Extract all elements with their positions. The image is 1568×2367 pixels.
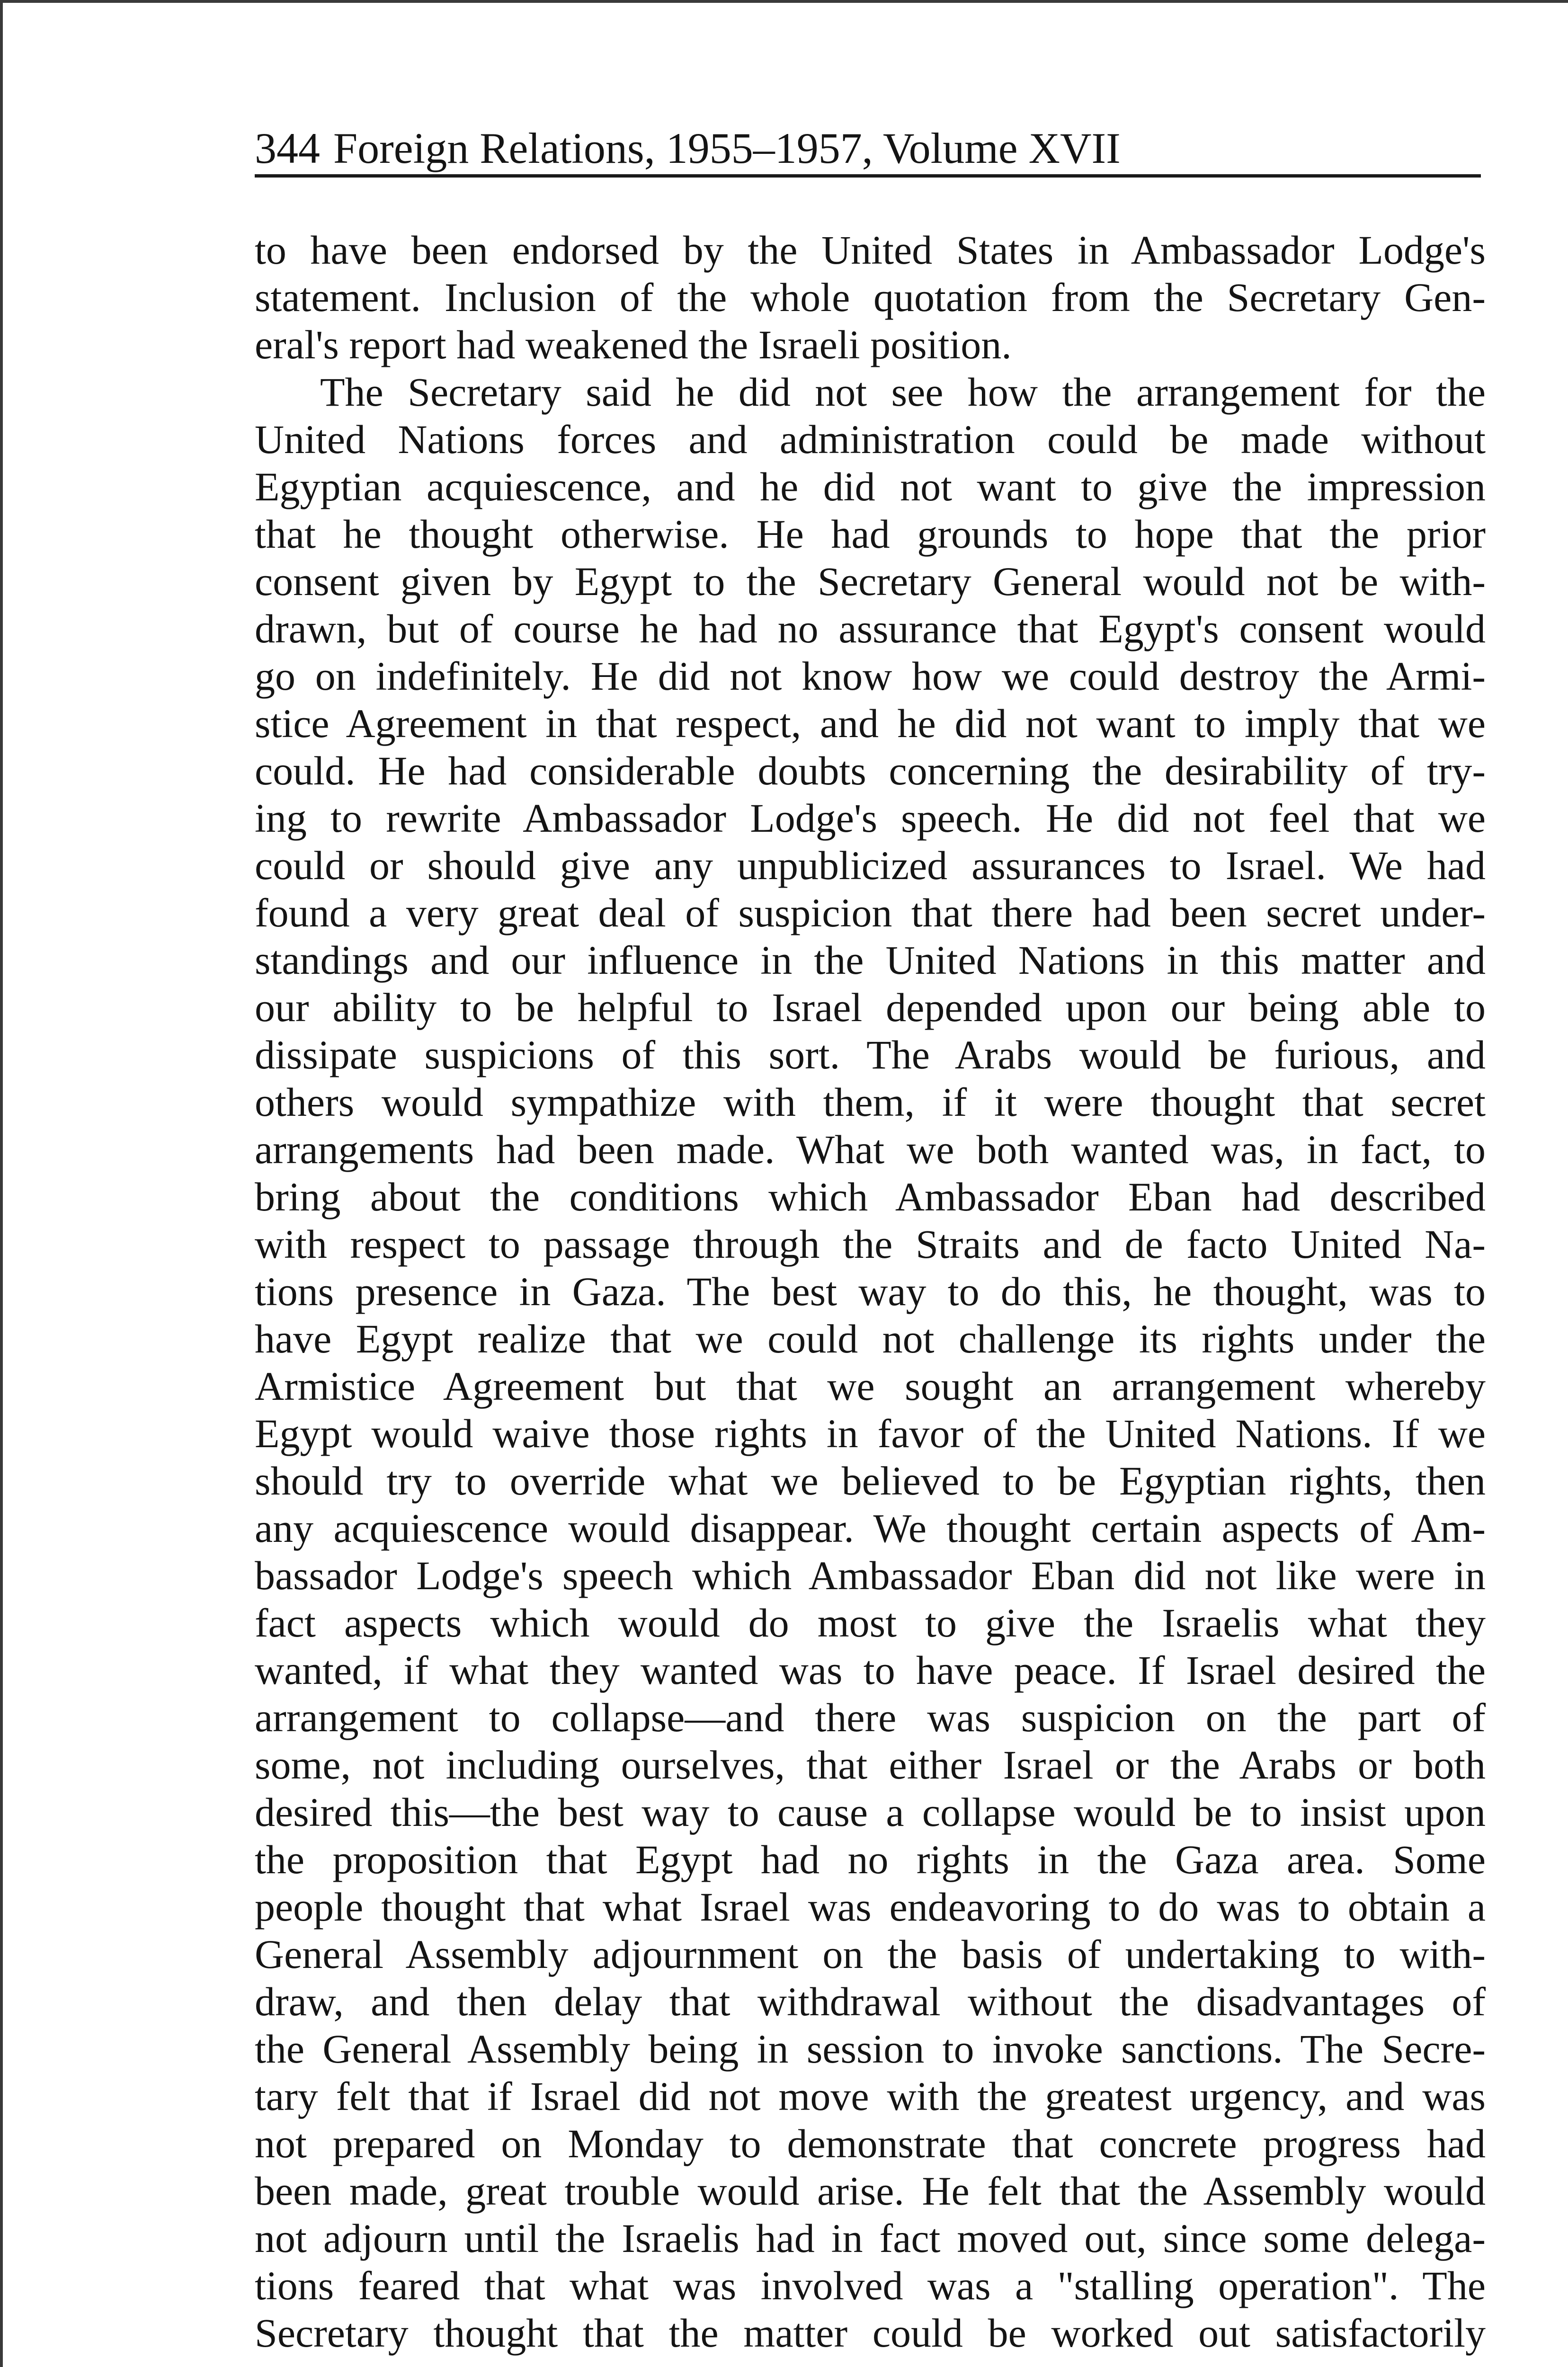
text-line: Armistice Agreement but that we sought an arrangement whereby — [255, 1363, 1486, 1409]
text-line: bring about the conditions which Ambassador Eban had described — [255, 1174, 1486, 1219]
page-number: 344 — [255, 124, 320, 172]
text-line: others would sympathize with them, if it were thought that secret — [255, 1079, 1486, 1125]
text-line: should try to override what we believed to be Egyptian rights, then — [255, 1458, 1486, 1504]
running-head — [255, 122, 1486, 174]
text-line: tions presence in Gaza. The best way to do this, he thought, was to — [255, 1269, 1486, 1314]
text-line: not adjourn until the Israelis had in fact moved out, since some delega- — [255, 2216, 1486, 2261]
text-line: desired this—the best way to cause a collapse would be to insist upon — [255, 1789, 1486, 1835]
text-line: stice Agreement in that respect, and he did not want to imply that we — [255, 701, 1486, 746]
text-line: not prepared on Monday to demonstrate that concrete progress had — [255, 2121, 1486, 2166]
text-line: the proposition that Egypt had no rights in the Gaza area. Some — [255, 1837, 1486, 1882]
text-line: fact aspects which would do most to give the Israelis what they — [255, 1600, 1486, 1646]
text-line: tary felt that if Israel did not move with the greatest urgency, and was — [255, 2073, 1486, 2119]
text-line: statement. Inclusion of the whole quotation from the Secretary Gen- — [255, 275, 1486, 320]
text-line: Secretary thought that the matter could be worked out satisfactorily — [255, 2310, 1486, 2356]
text-line: standings and our influence in the United Nations in this matter and — [255, 937, 1486, 983]
text-line: dissipate suspicions of this sort. The Arabs would be furious, and — [255, 1032, 1486, 1077]
body-text — [255, 226, 1486, 2357]
text-line: to have been endorsed by the United States in Ambassador Lodge's — [255, 227, 1486, 273]
text-line: could or should give any unpublicized assurances to Israel. We had — [255, 843, 1486, 888]
text-line: draw, and then delay that withdrawal without the disadvantages of — [255, 1979, 1486, 2024]
header-rule — [255, 174, 1481, 178]
text-line: our ability to be helpful to Israel depended upon our being able to — [255, 985, 1486, 1030]
text-line: United Nations forces and administration could be made without — [255, 417, 1486, 462]
text-line: with respect to passage through the Straits and de facto United Na- — [255, 1221, 1486, 1267]
text-line: people thought that what Israel was endeavoring to do was to obtain a — [255, 1884, 1486, 1930]
text-line: tions feared that what was involved was a "stalling operation". The — [255, 2263, 1486, 2308]
page-edge-top — [0, 0, 1568, 3]
text-line: the General Assembly being in session to invoke sanctions. The Secre- — [255, 2026, 1486, 2072]
text-line: go on indefinitely. He did not know how we could destroy the Armi- — [255, 653, 1486, 699]
text-line: consent given by Egypt to the Secretary General would not be with- — [255, 559, 1486, 604]
text-line: have Egypt realize that we could not challenge its rights under the — [255, 1316, 1486, 1361]
text-line: been made, great trouble would arise. He felt that the Assembly would — [255, 2168, 1486, 2214]
page-edge-left — [0, 0, 3, 2367]
text-line: found a very great deal of suspicion that there had been secret under- — [255, 890, 1486, 935]
text-line: General Assembly adjournment on the basis of undertaking to with- — [255, 1931, 1486, 1977]
text-line: The Secretary said he did not see how the arrangement for the — [320, 369, 1486, 415]
text-line: arrangement to collapse—and there was suspicion on the part of — [255, 1695, 1486, 1740]
text-line: ing to rewrite Ambassador Lodge's speech. He did not feel that we — [255, 795, 1486, 841]
text-line: eral's report had weakened the Israeli position. — [255, 322, 1012, 367]
running-title: Foreign Relations, 1955–1957, Volume XVII — [333, 124, 1121, 172]
text-line: some, not including ourselves, that either Israel or the Arabs or both — [255, 1742, 1486, 1788]
text-line: bassador Lodge's speech which Ambassador Eban did not like were in — [255, 1553, 1486, 1598]
text-line: could. He had considerable doubts concerning the desirability of try- — [255, 748, 1486, 793]
text-line: Egyptian acquiescence, and he did not want to give the impression — [255, 464, 1486, 509]
text-line: wanted, if what they wanted was to have peace. If Israel desired the — [255, 1647, 1486, 1693]
text-line: any acquiescence would disappear. We thought certain aspects of Am- — [255, 1505, 1486, 1551]
text-line: that he thought otherwise. He had grounds to hope that the prior — [255, 511, 1486, 557]
text-line: Egypt would waive those rights in favor of the United Nations. If we — [255, 1411, 1486, 1456]
text-line: drawn, but of course he had no assurance that Egypt's consent would — [255, 606, 1486, 651]
text-line: arrangements had been made. What we both wanted was, in fact, to — [255, 1127, 1486, 1172]
